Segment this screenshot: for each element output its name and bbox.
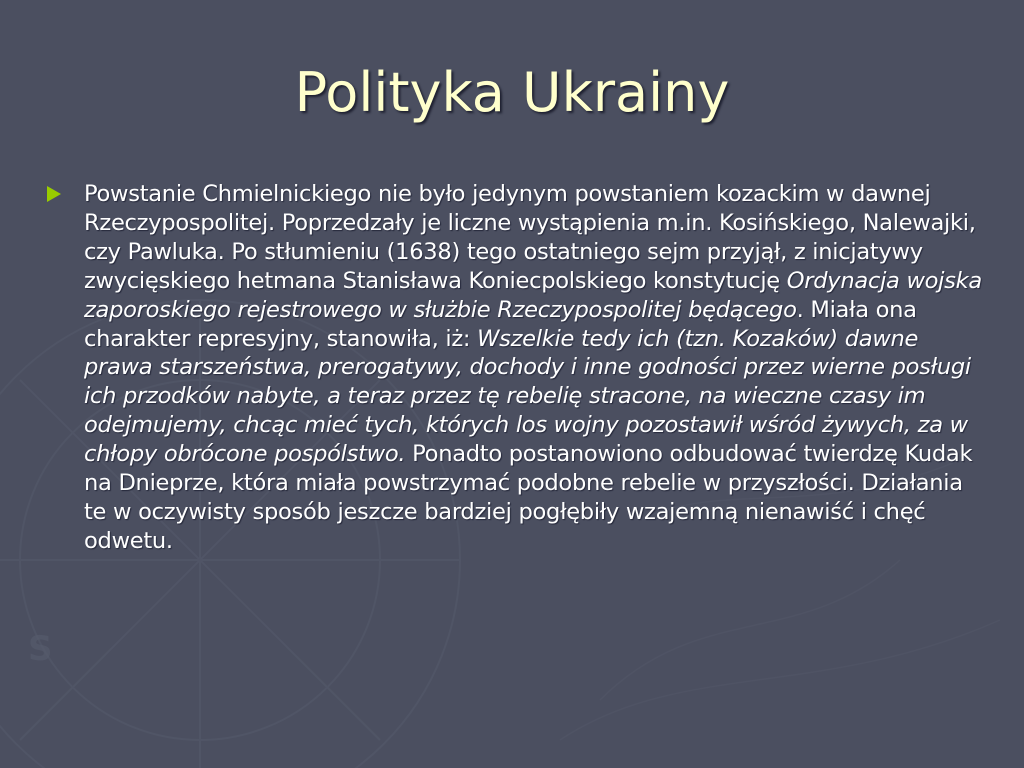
slide-title: Polityka Ukrainy [294,61,730,124]
bullet-text-part-5: Ponadto postanowiono odbudować twierdzę Kudak na Dnieprze, która miała powstrzymać podobne rebelie w przyszłości. Działania te w oczywisty sposób jeszcze bardziej pogłębiły wzajemną nienawiść i chęć odwetu. [84,441,973,554]
slide-content [46,180,991,556]
bullet-text-part-3: . Miała ona charakter represyjny, stanowiła, iż: [84,296,917,352]
bullet-text-part-1: Powstanie Chmielnickiego nie było jedynym powstaniem kozackim w dawnej Rzeczypospolitej. Poprzedzały je liczne wystąpienia m.in. Kosińskiego, Nalewajki, czy Pawluka. Po stłumieniu (1638) tego ostatniego sejm przyjął, z inicjatywy zwycięskiego hetmana Stanisława Koniecpolskiego konstytucję [84,181,976,294]
svg-text:S: S [28,629,53,669]
triangle-right-icon [46,180,84,211]
bullet-item [46,180,991,556]
bullet-text-quotation: Wszelkie tedy ich (tzn. Kozaków) dawne prawa starszeństwa, prerogatywy, dochody i inne godności przez wierne posługi ich przodków nabyte, a teraz przez tę rebelię stracone, na wieczne czasy im odejmujemy, chcąc mieć tych, których los wojny pozostawił wśród żywych, za w chłopy obrócone pospólstwo. [84,325,971,468]
bullet-text [84,180,984,556]
bullet-text-ordynacja-title: Ordynacja wojska zaporoskiego rejestrowego w służbie Rzeczypospolitej będącego [84,267,982,323]
